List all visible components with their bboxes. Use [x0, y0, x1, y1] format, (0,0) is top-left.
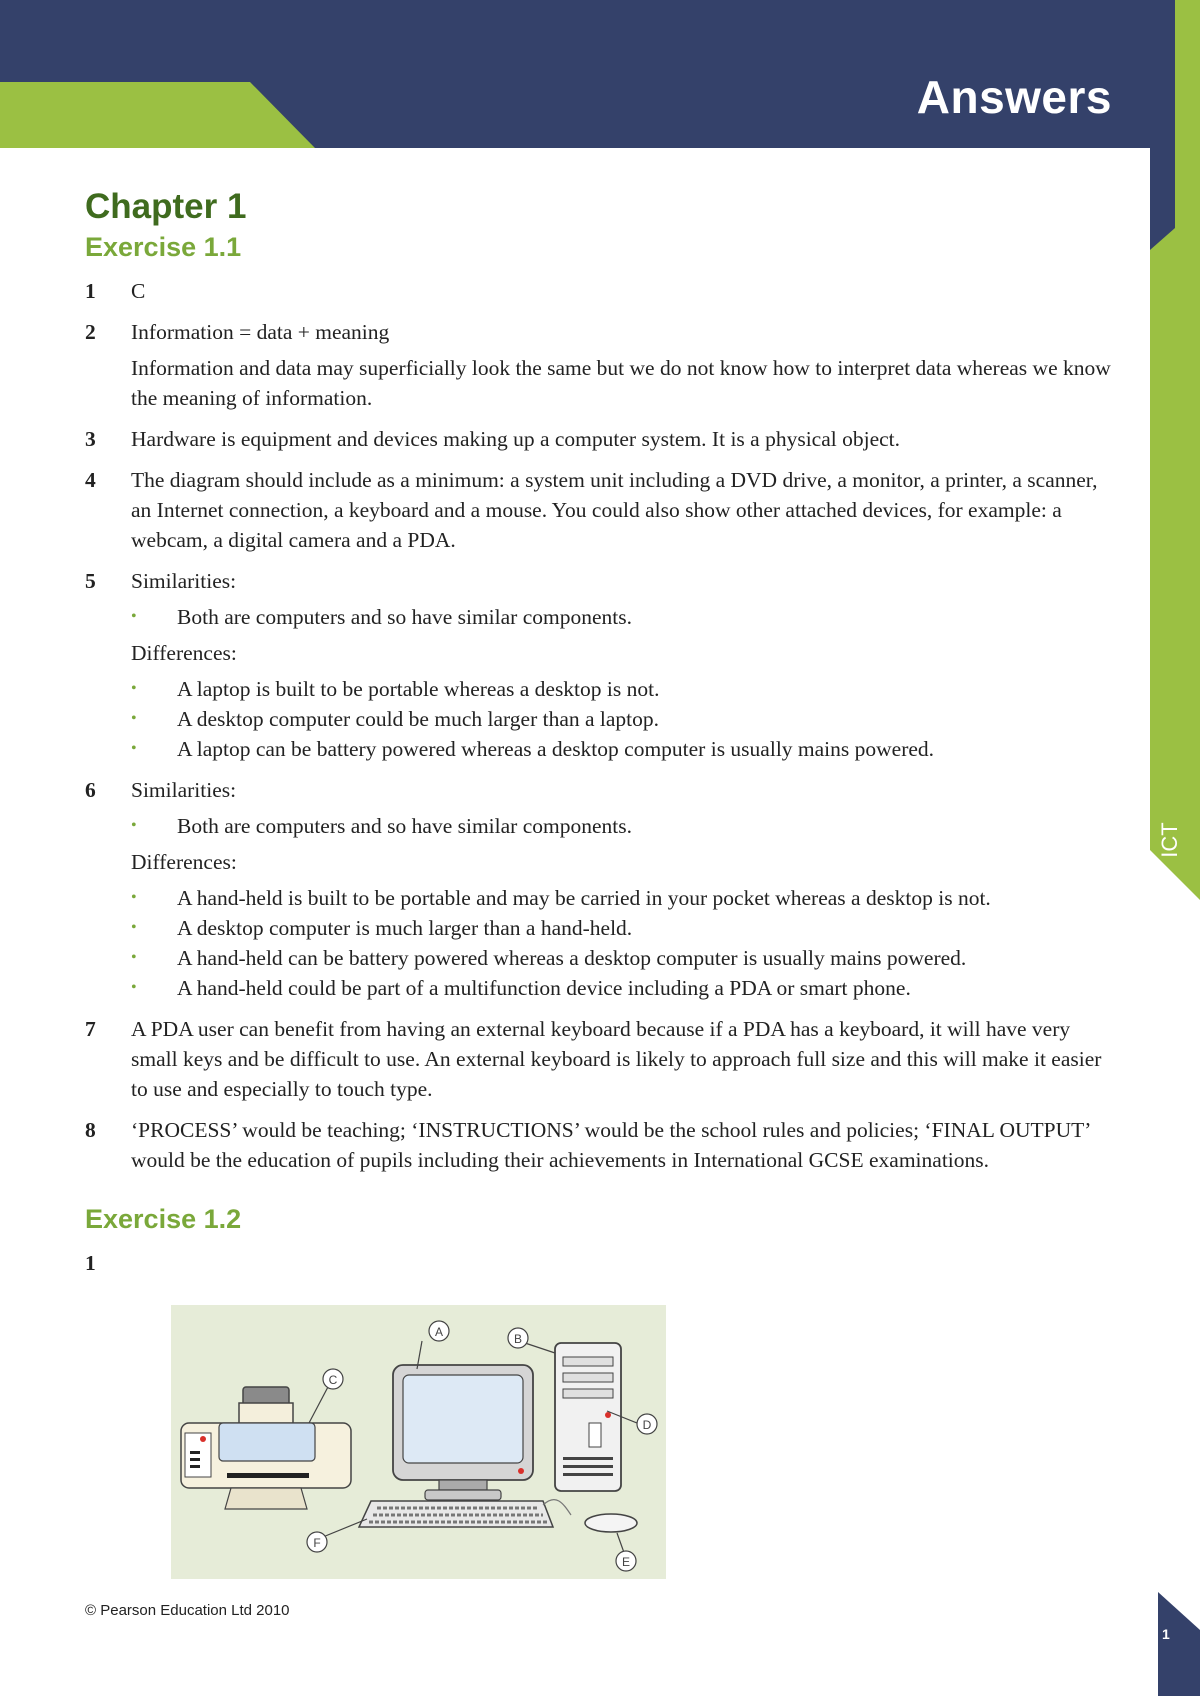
bullet-icon: •	[131, 949, 137, 966]
callout-b-label: B	[513, 1332, 523, 1346]
question-6	[85, 775, 1115, 1003]
callout-a	[429, 1321, 449, 1341]
exercise-1-2-title: Exercise 1.2	[85, 1204, 242, 1234]
mouse-illustration	[585, 1514, 637, 1532]
similarities-list	[131, 811, 1115, 841]
callout-a-label: A	[434, 1325, 444, 1339]
bullet-icon: •	[131, 710, 137, 727]
computer-system-figure	[171, 1305, 666, 1579]
differences-label: Differences:	[131, 641, 237, 665]
list-item: • Both are computers and so have similar components.	[131, 602, 1115, 632]
differences-list	[131, 674, 1115, 764]
question-answer: The diagram should include as a minimum: a system unit including a DVD drive, a monitor, a printer, a scanner, an Internet connection, a keyboard and a mouse. You could also show other attached devices, for example: a webcam, a digital camera and a PDA.	[131, 468, 1098, 552]
main-content	[85, 185, 1115, 1278]
keyboard-illustration	[359, 1500, 571, 1527]
question-answer: Hardware is equipment and devices making up a computer system. It is a physical object.	[131, 427, 901, 451]
list-item: • A hand-held is built to be portable and may be carried in your pocket whereas a desktop is not.	[131, 883, 1115, 913]
question-number: 5	[85, 569, 96, 593]
callout-e-label: E	[621, 1555, 631, 1569]
header-title: Answers	[916, 71, 1112, 123]
question-3	[85, 424, 1115, 454]
callout-f-label: F	[313, 1536, 321, 1550]
list-item: • Both are computers and so have similar components.	[131, 811, 1115, 841]
bullet-icon: •	[131, 740, 137, 757]
similarities-list	[131, 602, 1115, 632]
bullet-icon: •	[131, 680, 137, 697]
copyright-footer: © Pearson Education Ltd 2010	[85, 1602, 290, 1619]
chapter-title: Chapter 1	[85, 187, 247, 226]
differences-list	[131, 883, 1115, 1003]
question-answer: C	[131, 279, 146, 303]
bullet-icon: •	[131, 919, 137, 936]
question-number: 1	[85, 279, 96, 303]
question-4	[85, 465, 1115, 555]
callout-e	[616, 1551, 636, 1571]
question-5	[85, 566, 1115, 764]
monitor-illustration	[393, 1365, 533, 1500]
differences-label: Differences:	[131, 850, 237, 874]
question-number: 1	[85, 1251, 96, 1275]
question-number: 6	[85, 778, 96, 802]
side-tab-label: ICT	[1157, 822, 1182, 858]
callout-d	[637, 1414, 657, 1434]
question-answer: ‘PROCESS’ would be teaching; ‘INSTRUCTIONS’ would be the school rules and policies; ‘FINAL OUTPUT’ would be the education of pupils including their achievements in International GCSE examinations.	[131, 1118, 1090, 1172]
system-unit-illustration	[555, 1343, 621, 1491]
list-item: • A desktop computer could be much larger than a laptop.	[131, 704, 1115, 734]
callout-b	[508, 1328, 528, 1348]
callout-f	[307, 1532, 327, 1552]
question-8	[85, 1115, 1115, 1175]
printer-illustration	[181, 1387, 351, 1509]
list-item: • A laptop can be battery powered whereas a desktop computer is usually mains powered.	[131, 734, 1115, 764]
question-number: 8	[85, 1118, 96, 1142]
question-number: 4	[85, 468, 96, 492]
question-2	[85, 317, 1115, 413]
question-number: 7	[85, 1017, 96, 1041]
list-item: • A hand-held could be part of a multifunction device including a PDA or smart phone.	[131, 973, 1115, 1003]
question-number: 3	[85, 427, 96, 451]
bullet-icon: •	[131, 608, 137, 625]
similarities-label: Similarities:	[131, 569, 237, 593]
callout-c	[323, 1369, 343, 1389]
similarities-label: Similarities:	[131, 778, 237, 802]
list-item: • A desktop computer is much larger than a hand-held.	[131, 913, 1115, 943]
page-number: 1	[1162, 1626, 1170, 1642]
callout-c-label: C	[328, 1373, 338, 1387]
answer-line: Information = data + meaning	[131, 320, 390, 344]
question-7	[85, 1014, 1115, 1104]
list-item: • A laptop is built to be portable whereas a desktop is not.	[131, 674, 1115, 704]
exercise-1-2-question-1	[85, 1248, 1115, 1278]
bullet-icon: •	[131, 979, 137, 996]
answer-line: Information and data may superficially look the same but we do not know how to interpret data whereas we know the meaning of information.	[131, 356, 1111, 410]
exercise-1-1-title: Exercise 1.1	[85, 232, 242, 262]
question-1	[85, 276, 1115, 306]
question-answer: A PDA user can benefit from having an external keyboard because if a PDA has a keyboard, it will have very small keys and be difficult to use. An external keyboard is likely to approach full size and this will make it easier to use and especially to touch type.	[131, 1017, 1102, 1101]
question-number: 2	[85, 320, 96, 344]
bullet-icon: •	[131, 817, 137, 834]
page-number-tab	[1158, 1592, 1200, 1696]
callout-d-label: D	[642, 1418, 652, 1432]
list-item: • A hand-held can be battery powered whereas a desktop computer is usually mains powered.	[131, 943, 1115, 973]
bullet-icon: •	[131, 889, 137, 906]
